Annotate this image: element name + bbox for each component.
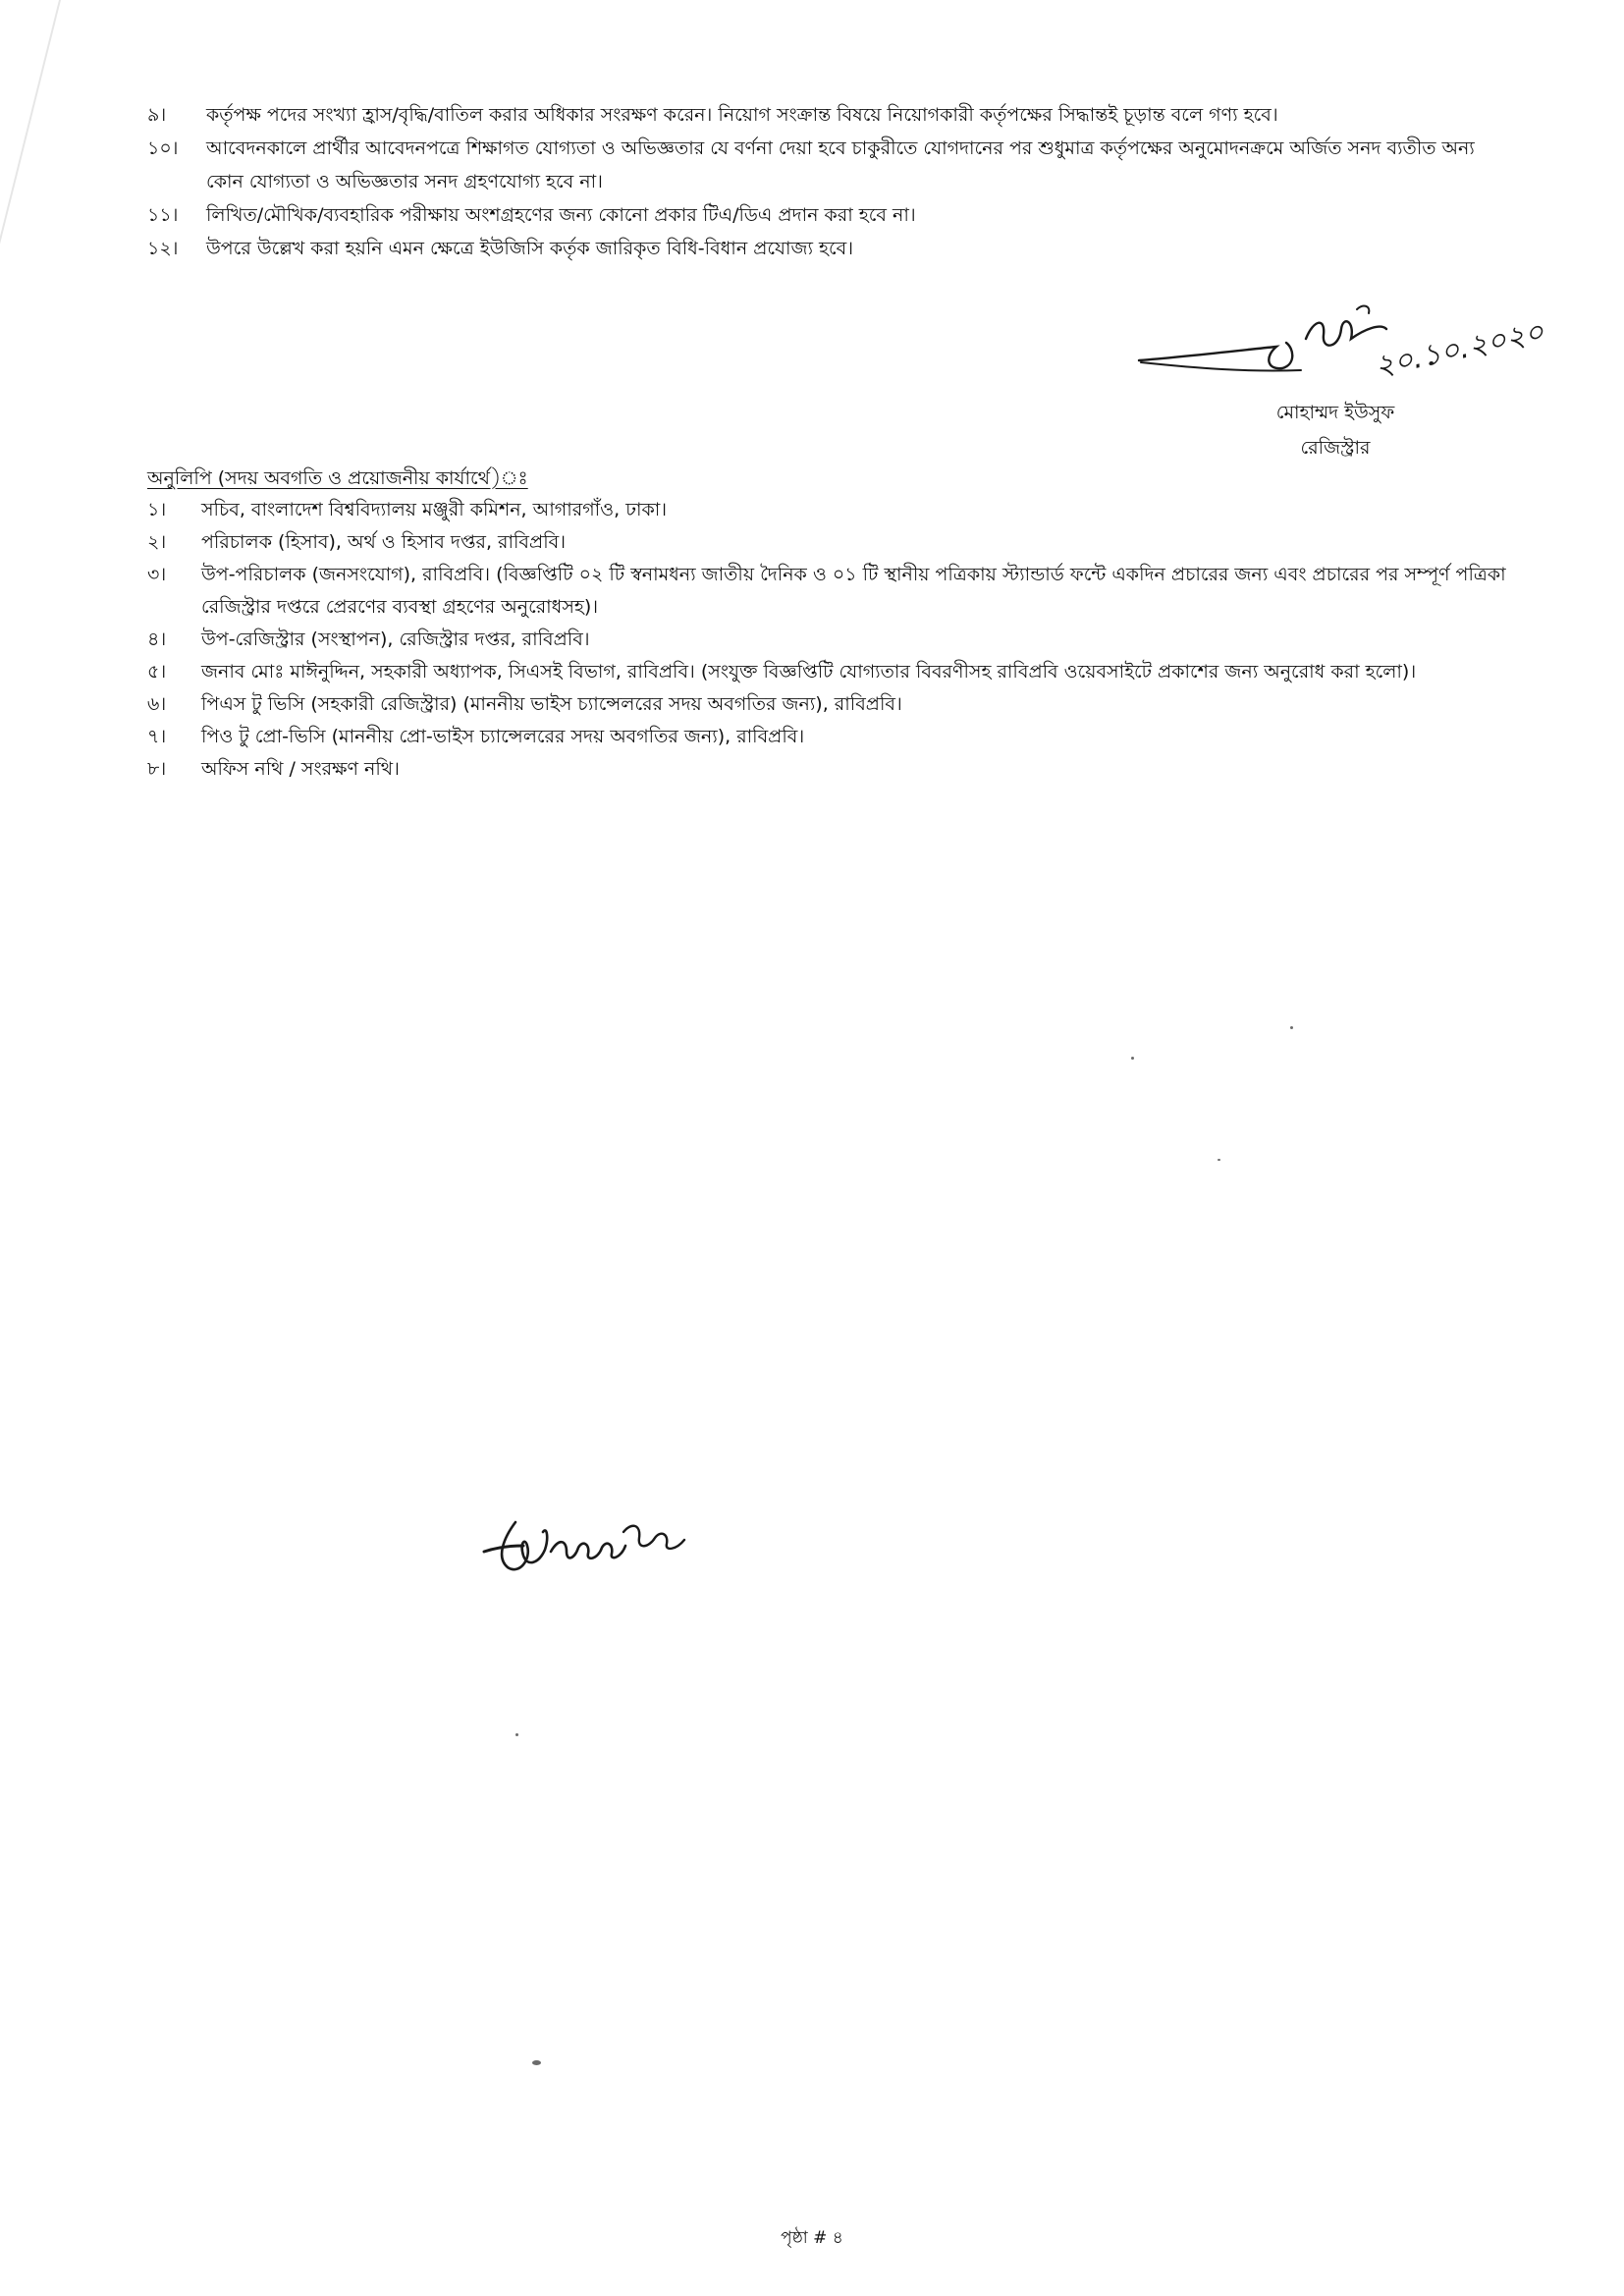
copy-recipient-item bbox=[147, 721, 1512, 753]
signer-title: রেজিস্ট্রার bbox=[1300, 437, 1371, 459]
copy-text: উপ-রেজিস্ট্রার (সংস্থাপন), রেজিস্ট্রার দপ্তর, রাবিপ্রবি। bbox=[201, 629, 590, 650]
handwritten-initials bbox=[476, 1503, 751, 1581]
copy-number: ৪। bbox=[147, 629, 167, 650]
condition-item bbox=[147, 132, 1512, 198]
signature-date: ২০.১০.২০২০ bbox=[1372, 314, 1547, 385]
copies-list bbox=[147, 494, 1512, 786]
condition-number: ১০। bbox=[147, 137, 179, 159]
condition-number: ১১। bbox=[147, 204, 179, 226]
scan-speck bbox=[1131, 1057, 1134, 1060]
signature-block bbox=[1129, 300, 1547, 466]
copy-text: উপ-পরিচালক (জনসংযোগ), রাবিপ্রবি। (বিজ্ঞপ্তিটি ০২ টি স্বনামধন্য জাতীয় দৈনিক ও ০১ টি স্থানীয় পত্রিকায় স্ট্যান্ডার্ড ফন্টে একদিন প্রচারের জন্য এবং প্রচারের পর সম্পূর্ণ পত্রিকা রেজিস্ট্রার দপ্তরে প্রেরণের ব্যবস্থা গ্রহণের অনুরোধসহ)। bbox=[201, 564, 1506, 618]
copy-number: ৩। bbox=[147, 564, 167, 585]
copy-text: জনাব মোঃ মাঈনুদ্দিন, সহকারী অধ্যাপক, সিএসই বিভাগ, রাবিপ্রবি। (সংযুক্ত বিজ্ঞপ্তিটি যোগ্যতার বিবরণীসহ রাবিপ্রবি ওয়েবসাইটে প্রকাশের জন্য অনুরোধ করা হলো)। bbox=[201, 661, 1417, 683]
page-number: পৃষ্ঠা # ৪ bbox=[781, 2228, 843, 2248]
condition-number: ৯। bbox=[147, 104, 167, 126]
copies-heading: অনুলিপি (সদয় অবগতি ও প্রয়োজনীয় কার্যার্থে)ঃ bbox=[147, 467, 528, 489]
conditions-list bbox=[147, 98, 1512, 265]
condition-text: আবেদনকালে প্রার্থীর আবেদনপত্রে শিক্ষাগত যোগ্যতা ও অভিজ্ঞতার যে বর্ণনা দেয়া হবে চাকুরীতে যোগদানের পর শুধুমাত্র কর্তৃপক্ষের অনুমোদনক্রমে অর্জিত সনদ ব্যতীত অন্য কোন যোগ্যতা ও অভিজ্ঞতার সনদ গ্রহণযোগ্য হবে না। bbox=[206, 137, 1475, 192]
copy-number: ৬। bbox=[147, 693, 167, 715]
copy-number: ১। bbox=[147, 499, 167, 520]
condition-item bbox=[147, 198, 1512, 232]
condition-item bbox=[147, 232, 1512, 265]
copy-number: ৫। bbox=[147, 661, 167, 683]
condition-text: লিখিত/মৌখিক/ব্যবহারিক পরীক্ষায় অংশগ্রহণের জন্য কোনো প্রকার টিএ/ডিএ প্রদান করা হবে না। bbox=[206, 204, 916, 226]
copy-recipient-item bbox=[147, 753, 1512, 786]
registrar-signature bbox=[1129, 300, 1547, 412]
scan-speck bbox=[515, 1733, 518, 1736]
copy-number: ৭। bbox=[147, 726, 167, 747]
copy-text: অফিস নথি / সংরক্ষণ নথি। bbox=[201, 758, 400, 780]
copy-number: ৮। bbox=[147, 758, 167, 780]
copy-recipient-item bbox=[147, 624, 1512, 656]
copy-recipient-item bbox=[147, 688, 1512, 721]
copy-recipient-item bbox=[147, 494, 1512, 526]
copy-recipient-item bbox=[147, 526, 1512, 559]
copy-text: পরিচালক (হিসাব), অর্থ ও হিসাব দপ্তর, রাবিপ্রবি। bbox=[201, 531, 566, 553]
signer-name: মোহাম্মদ ইউসুফ bbox=[1275, 402, 1395, 423]
condition-text: উপরে উল্লেখ করা হয়নি এমন ক্ষেত্রে ইউজিসি কর্তৃক জারিকৃত বিধি-বিধান প্রযোজ্য হবে। bbox=[206, 238, 854, 259]
copy-recipient-item bbox=[147, 559, 1512, 624]
condition-item bbox=[147, 98, 1512, 132]
scan-speck bbox=[1218, 1159, 1220, 1161]
copy-text: পিও টু প্রো-ভিসি (মাননীয় প্রো-ভাইস চ্যান্সেলরের সদয় অবগতির জন্য), রাবিপ্রবি। bbox=[201, 726, 805, 747]
copy-number: ২। bbox=[147, 531, 167, 553]
scan-speck bbox=[1290, 1026, 1293, 1029]
condition-number: ১২। bbox=[147, 238, 179, 259]
scan-edge-shadow bbox=[0, 0, 61, 275]
condition-text: কর্তৃপক্ষ পদের সংখ্যা হ্রাস/বৃদ্ধি/বাতিল করার অধিকার সংরক্ষণ করেন। নিয়োগ সংক্রান্ত বিষয়ে নিয়োগকারী কর্তৃপক্ষের সিদ্ধান্তই চূড়ান্ত বলে গণ্য হবে। bbox=[206, 104, 1278, 126]
copy-recipient-item bbox=[147, 656, 1512, 688]
copy-text: সচিব, বাংলাদেশ বিশ্ববিদ্যালয় মঞ্জুরী কমিশন, আগারগাঁও, ঢাকা। bbox=[201, 499, 668, 520]
scan-speck bbox=[532, 2060, 541, 2065]
copy-text: পিএস টু ভিসি (সহকারী রেজিস্ট্রার) (মাননীয় ভাইস চ্যান্সেলরের সদয় অবগতির জন্য), রাবিপ্রবি। bbox=[201, 693, 902, 715]
